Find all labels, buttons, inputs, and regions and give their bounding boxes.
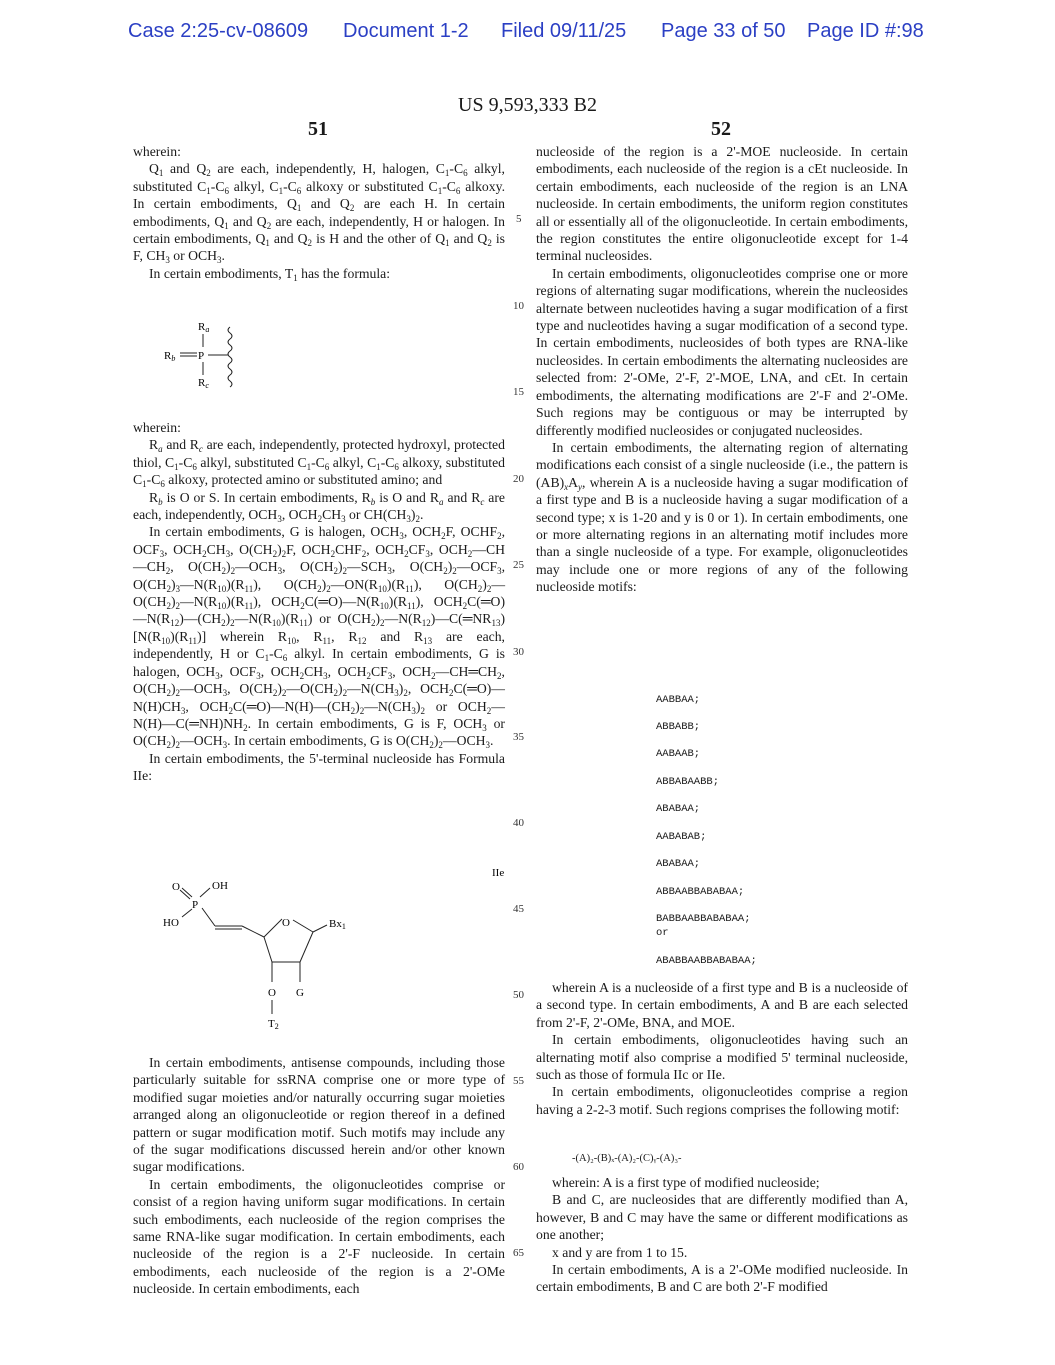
ra-label: Ra xyxy=(198,321,210,334)
line-number: 5 xyxy=(516,213,522,225)
motif-item: ABBAABBABABAA; xyxy=(656,886,745,898)
line-number: 10 xyxy=(513,300,524,312)
right-column-bottom xyxy=(536,1174,908,1296)
patent-number: US 9,593,333 B2 xyxy=(458,94,597,116)
motif-item: AABAAB; xyxy=(656,748,701,760)
paragraph: nucleoside of the region is a 2'-MOE nucleoside. In certain embodiments, each nucleoside of the region is a cEt nucleoside. In certain embodiments, each nucleoside of the region is an LNA nucleoside. In certain embodiments, the uniform region constitutes all or essentially all of the oligonucleotide. In certain embodiments, the region constitutes the entire oligonucleotide except for 1-4 terminal nucleosides. xyxy=(536,144,908,264)
motif-item: ABABBAABBABABAA; xyxy=(656,955,757,967)
line-number: 40 xyxy=(513,817,524,829)
line-number: 35 xyxy=(513,731,524,743)
line-number: 25 xyxy=(513,559,524,571)
case-header xyxy=(0,20,1055,46)
paragraph: In certain embodiments, the 5'-terminal nucleoside has Formula IIe: xyxy=(133,750,505,784)
line-number: 30 xyxy=(513,646,524,658)
paragraph: In certain embodiments, antisense compounds, including those particularly suitable for ssRNA comprise one or more type of modified sugar moieties and/or naturally occurring sugar moieties arranged along an oligonucleotide or region thereof in a defined pattern or sugar modification motif. Such motifs may include any of the sugar modifications discussed herein and/or other known sugar modifications. xyxy=(133,1055,505,1175)
right-column-middle xyxy=(536,979,908,1118)
paragraph: $R_b$ is O or S. In certain embodiments, $R_b$ is O and $R_a$ and $R_c$ are each, independently, $OCH_3$, $OCH_2CH_3$ or $CH(CH_3)_2$. xyxy=(133,489,505,525)
motif-item: AABBAA; xyxy=(656,694,701,706)
motif-item: BABBAABBABABAA; xyxy=(656,913,751,925)
p-label: P xyxy=(198,350,205,362)
motif-item: ABABAA; xyxy=(656,803,701,815)
paragraph: B and C, are nucleosides that are differently modified than A, however, B and C may have the same or different modifications as one another; xyxy=(536,1192,908,1243)
motif-item: ABABAA; xyxy=(656,858,701,870)
paragraph: x and y are from 1 to 15. xyxy=(552,1244,688,1260)
paragraph: In certain embodiments, the oligonucleotides comprise or consist of a region having uniform sugar modifications. In certain such embodiments, each nucleoside of the region comprises the same RNA-like sugar modification. In certain embodiments, each nucleoside of the region is a 2'-F nucleoside. In certain embodiments, each nucleoside of the region is a 2'-OMe nucleoside. In certain embodiments, each xyxy=(133,1176,505,1297)
case-number: Case 2:25-cv-08609 xyxy=(128,20,309,42)
paragraph: wherein A is a nucleoside of a first type and B is a nucleoside of a second type. In certain embodiments, A and B are each selected from 2'-F, 2'-OMe, BNA, and MOE. xyxy=(536,980,908,1030)
motif-item: ABBABB; xyxy=(656,721,701,733)
paragraph: In certain embodiments, oligonucleotides having such an alternating motif also comprise a modified 5' terminal nucleoside, such as those of formula IIc or IIe. xyxy=(536,1032,908,1083)
formula-iie-diagram xyxy=(160,862,510,1037)
line-number: 65 xyxy=(513,1247,524,1259)
left-column-number: 51 xyxy=(308,118,328,140)
paragraph: In certain embodiments, G is halogen, $OCH_3$, $OCH_2F$, $OCHF_2$, $OCF_3$, $OCH_2CH_3$, $O(CH_2)_2F$, $OCH_2CHF_2$, $OCH_2CF_3$, $OCH_2—CH—CH_2$, $O(CH_2)_2—OCH_3$, $O(CH_2)_2—SCH_3$, $O(CH_2)_2—OCF_3$, $O(CH_2)_3—N(R_{10})(R_{11})$, $O(CH_2)_2—ON(R_{10})(R_{11})$, $O(CH_2)_2—O(CH_2)_2—N(R_{10})(R_{11})$, $OCH_2C(═O)—N(R_{10})(R_{11})$, $OCH_2C(═O)—N(R_{12})—(CH_2)_2—N(R_{10})(R_{11})$ or $O(CH_2)_2—N(R_{12})—C(═NR_{13})[N(R_{10})(R_{11})]$ wherein $R_{10}$, $R_{11}$, $R_{12}$ and $R_{13}$ are each, independently, H or $C_1-C_6$ alkyl. In certain embodiments, G is halogen, $OCH_3$, $OCF_3$, $OCH_2CH_3$, $OCH_2CF_3$, $OCH_2—CH═CH_2$, $O(CH_2)_2—OCH_3$, $O(CH_2)_2—O(CH_2)_2—N(CH_3)_2$, $OCH_2C(═O)—N(H)CH_3$, $OCH_2C(═O)—N(H)—(CH_2)_2—N(CH_3)_2$ or $OCH_2—N(H)—C(═NH)NH_2$. In certain embodiments, G is F, $OCH_3$ or $O(CH_2)_2—OCH_3$. In certain embodiments, G is $O(CH_2)_2—OCH_3$. xyxy=(133,524,506,751)
filed-date: Filed 09/11/25 xyxy=(501,20,627,42)
atom-label: HO xyxy=(163,917,179,929)
motif-item: AABABAB; xyxy=(656,831,707,843)
motif-item: ABBABAABB; xyxy=(656,776,720,788)
paragraph: In certain embodiments, oligonucleotides comprise a region having a 2-2-3 motif. Such regions comprises the following motif: xyxy=(536,1084,908,1117)
paragraph: $R_a$ and $R_c$ are each, independently, protected hydroxyl, protected thiol, $C_1-C_6$ alkyl, substituted $C_1-C_6$ alkyl, $C_1-C_6$ alkoxy, substituted $C_1-C_6$ alkoxy, protected amino or substituted amino; and xyxy=(133,437,506,490)
atom-label: O xyxy=(282,917,290,929)
atom-label: G xyxy=(296,987,304,999)
t2-label: T2 xyxy=(268,1018,279,1031)
rc-label: Rc xyxy=(198,377,209,390)
rb-label: Rb xyxy=(164,350,176,363)
atom-label: O xyxy=(268,987,276,999)
formula-label: IIe xyxy=(492,867,505,879)
paragraph: wherein: xyxy=(133,144,181,159)
paragraph: wherein: A is a first type of modified nucleoside; xyxy=(552,1175,820,1190)
line-number: 15 xyxy=(513,386,524,398)
paragraph: In certain embodiments, A is a 2'-OMe modified nucleoside. In certain embodiments, B and C are both 2'-F modified xyxy=(536,1262,908,1295)
bx-label: Bx1 xyxy=(329,918,346,931)
line-number: 50 xyxy=(513,989,524,1001)
paragraph: $Q_1$ and $Q_2$ are each, independently, H, halogen, $C_1-C_6$ alkyl, substituted $C_1-C_6$ alkyl, $C_1-C_6$ alkoxy or substituted $C_1-C_6$ alkoxy. In certain embodiments, $Q_1$ and $Q_2$ are each H. In certain embodiments, $Q_1$ and $Q_2$ are each, independently, H or halogen. In certain embodiments, $Q_1$ and $Q_2$ is H and the other of $Q_1$ and $Q_2$ is F, $CH_3$ or $OCH_3$. xyxy=(133,161,505,266)
left-column-top xyxy=(133,143,505,282)
right-column-top xyxy=(536,143,908,596)
atom-label: P xyxy=(192,899,199,911)
phosphorus-structure-diagram xyxy=(160,315,250,395)
left-column-middle xyxy=(133,419,505,785)
right-column-number: 52 xyxy=(711,118,731,140)
motif-formula: -(A)₂-(B)ₓ-(A)₂-(C)ᵧ-(A)₃- xyxy=(572,1153,682,1164)
paragraph: In certain embodiments, $T_1$ has the formula: xyxy=(149,265,391,283)
atom-label: OH xyxy=(212,880,228,892)
left-column-bottom xyxy=(133,1054,505,1298)
line-number: 45 xyxy=(513,903,524,915)
line-number: 55 xyxy=(513,1075,524,1087)
paragraph: wherein: xyxy=(133,420,181,435)
atom-label: O xyxy=(172,881,180,893)
motif-connector: or xyxy=(656,927,669,939)
line-number: 60 xyxy=(513,1161,524,1173)
page-id: Page ID #:98 xyxy=(807,20,924,42)
paragraph: In certain embodiments, the alternating region of alternating modifications each consist of a single nucleoside (i.e., the pattern is $(AB)_xA_y$, wherein A is a nucleoside having a sugar modification of a first type and B is a nucleoside having a sugar modification of a second type; x is 1-20 and y is 0 or 1). In certain embodiments, one or more alternating regions in an alternating motif includes more than a single nucleoside of a type. For example, oligonucleotides may include one or more regions of any of the following nucleoside motifs: xyxy=(536,439,908,595)
paragraph: In certain embodiments, oligonucleotides comprise one or more regions of alternating sugar modifications, wherein the nucleosides alternate between nucleotides having a sugar modification of a first type and nucleotides having a sugar modification of a second type. In certain embodiments, nucleosides of both types are RNA-like nucleosides. In certain embodiments the alternating nucleosides are selected from: 2'-OMe, 2'-F, 2'-MOE, LNA, and cEt. In certain embodiments, the alternating modifications are 2'-F and 2'-OMe. Such regions may be contiguous or may be interrupted by differently modified nucleosides or conjugated nucleosides. xyxy=(536,265,908,438)
line-number: 20 xyxy=(513,473,524,485)
document-number: Document 1-2 xyxy=(343,20,469,42)
page-counter: Page 33 of 50 xyxy=(661,20,786,42)
